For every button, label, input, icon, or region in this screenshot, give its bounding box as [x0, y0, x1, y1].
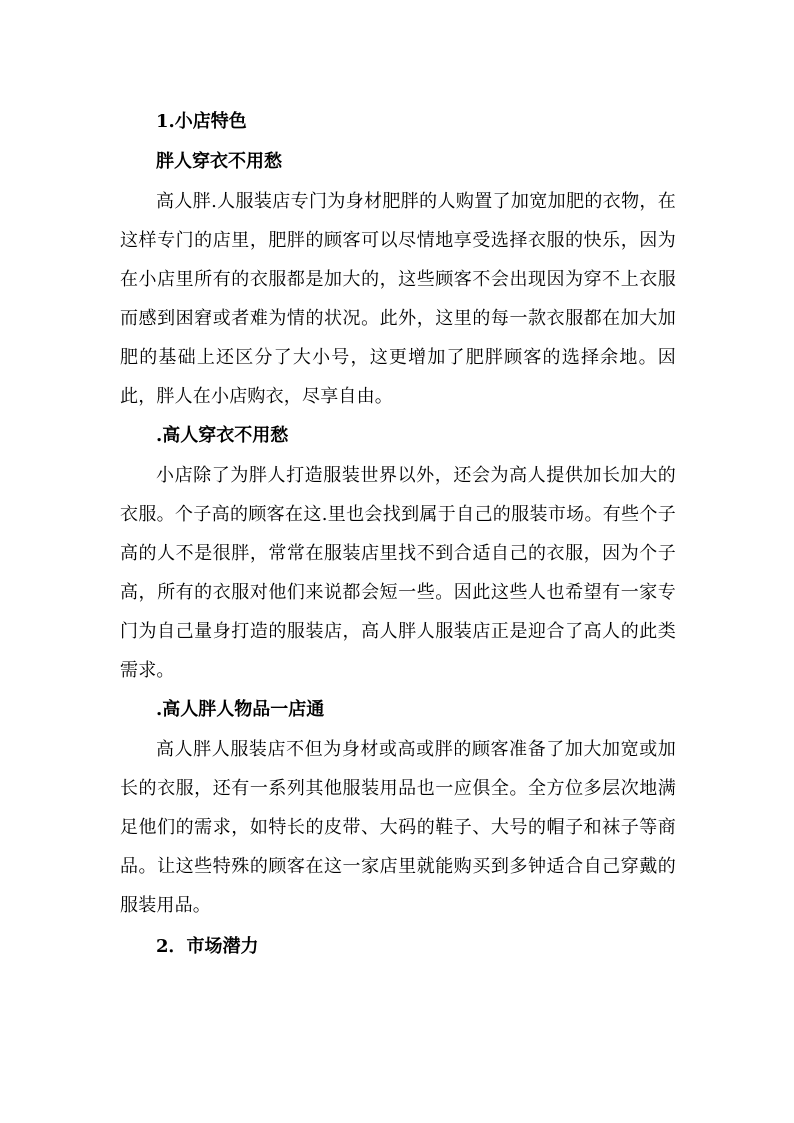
section-heading-market-potential: 2．市场潜力 — [156, 936, 259, 957]
subheading-fat-people: 胖人穿衣不用愁 — [156, 151, 282, 172]
paragraph-tall-people: 小店除了为胖人打造服装世界以外，还会为高人提供加长加大的衣服。个子高的顾客在这.里也会找到属于自己的服装市场。有些个子高的人不是很胖，常常在服装店里找不到合适自己的衣服，因为个子高，所有的衣服对他们来说都会短一些。因此这些人也希望有一家专门为自己量身打造的服装店，高人胖人服装店正是迎合了高人的此类需求。 — [120, 465, 676, 681]
document-body — [120, 102, 676, 967]
subheading-tall-people: .高人穿衣不用愁 — [156, 425, 289, 446]
paragraph-fat-people: 高人胖.人服装店专门为身材肥胖的人购置了加宽加肥的衣物，在这样专门的店里，肥胖的顾客可以尽情地享受选择衣服的快乐，因为在小店里所有的衣服都是加大的，这些顾客不会出现因为穿不上衣服而感到困窘或者难为情的状况。此外，这里的每一款衣服都在加大加肥的基础上还区分了大小号，这更增加了肥胖顾客的选择余地。因此，胖人在小店购衣，尽享自由。 — [120, 191, 676, 407]
subheading-one-stop-shop: .高人胖人物品一店通 — [156, 699, 325, 720]
paragraph-one-stop-shop: 高人胖人服装店不但为身材或高或胖的顾客准备了加大加宽或加长的衣服，还有一系列其他服装用品也一应俱全。全方位多层次地满足他们的需求，如特长的皮带、大码的鞋子、大号的帽子和袜子等商品。让这些特殊的顾客在这一家店里就能购买到多钟适合自己穿戴的服装用品。 — [120, 739, 676, 916]
section-heading-shop-features: 1.小店特色 — [156, 111, 247, 132]
